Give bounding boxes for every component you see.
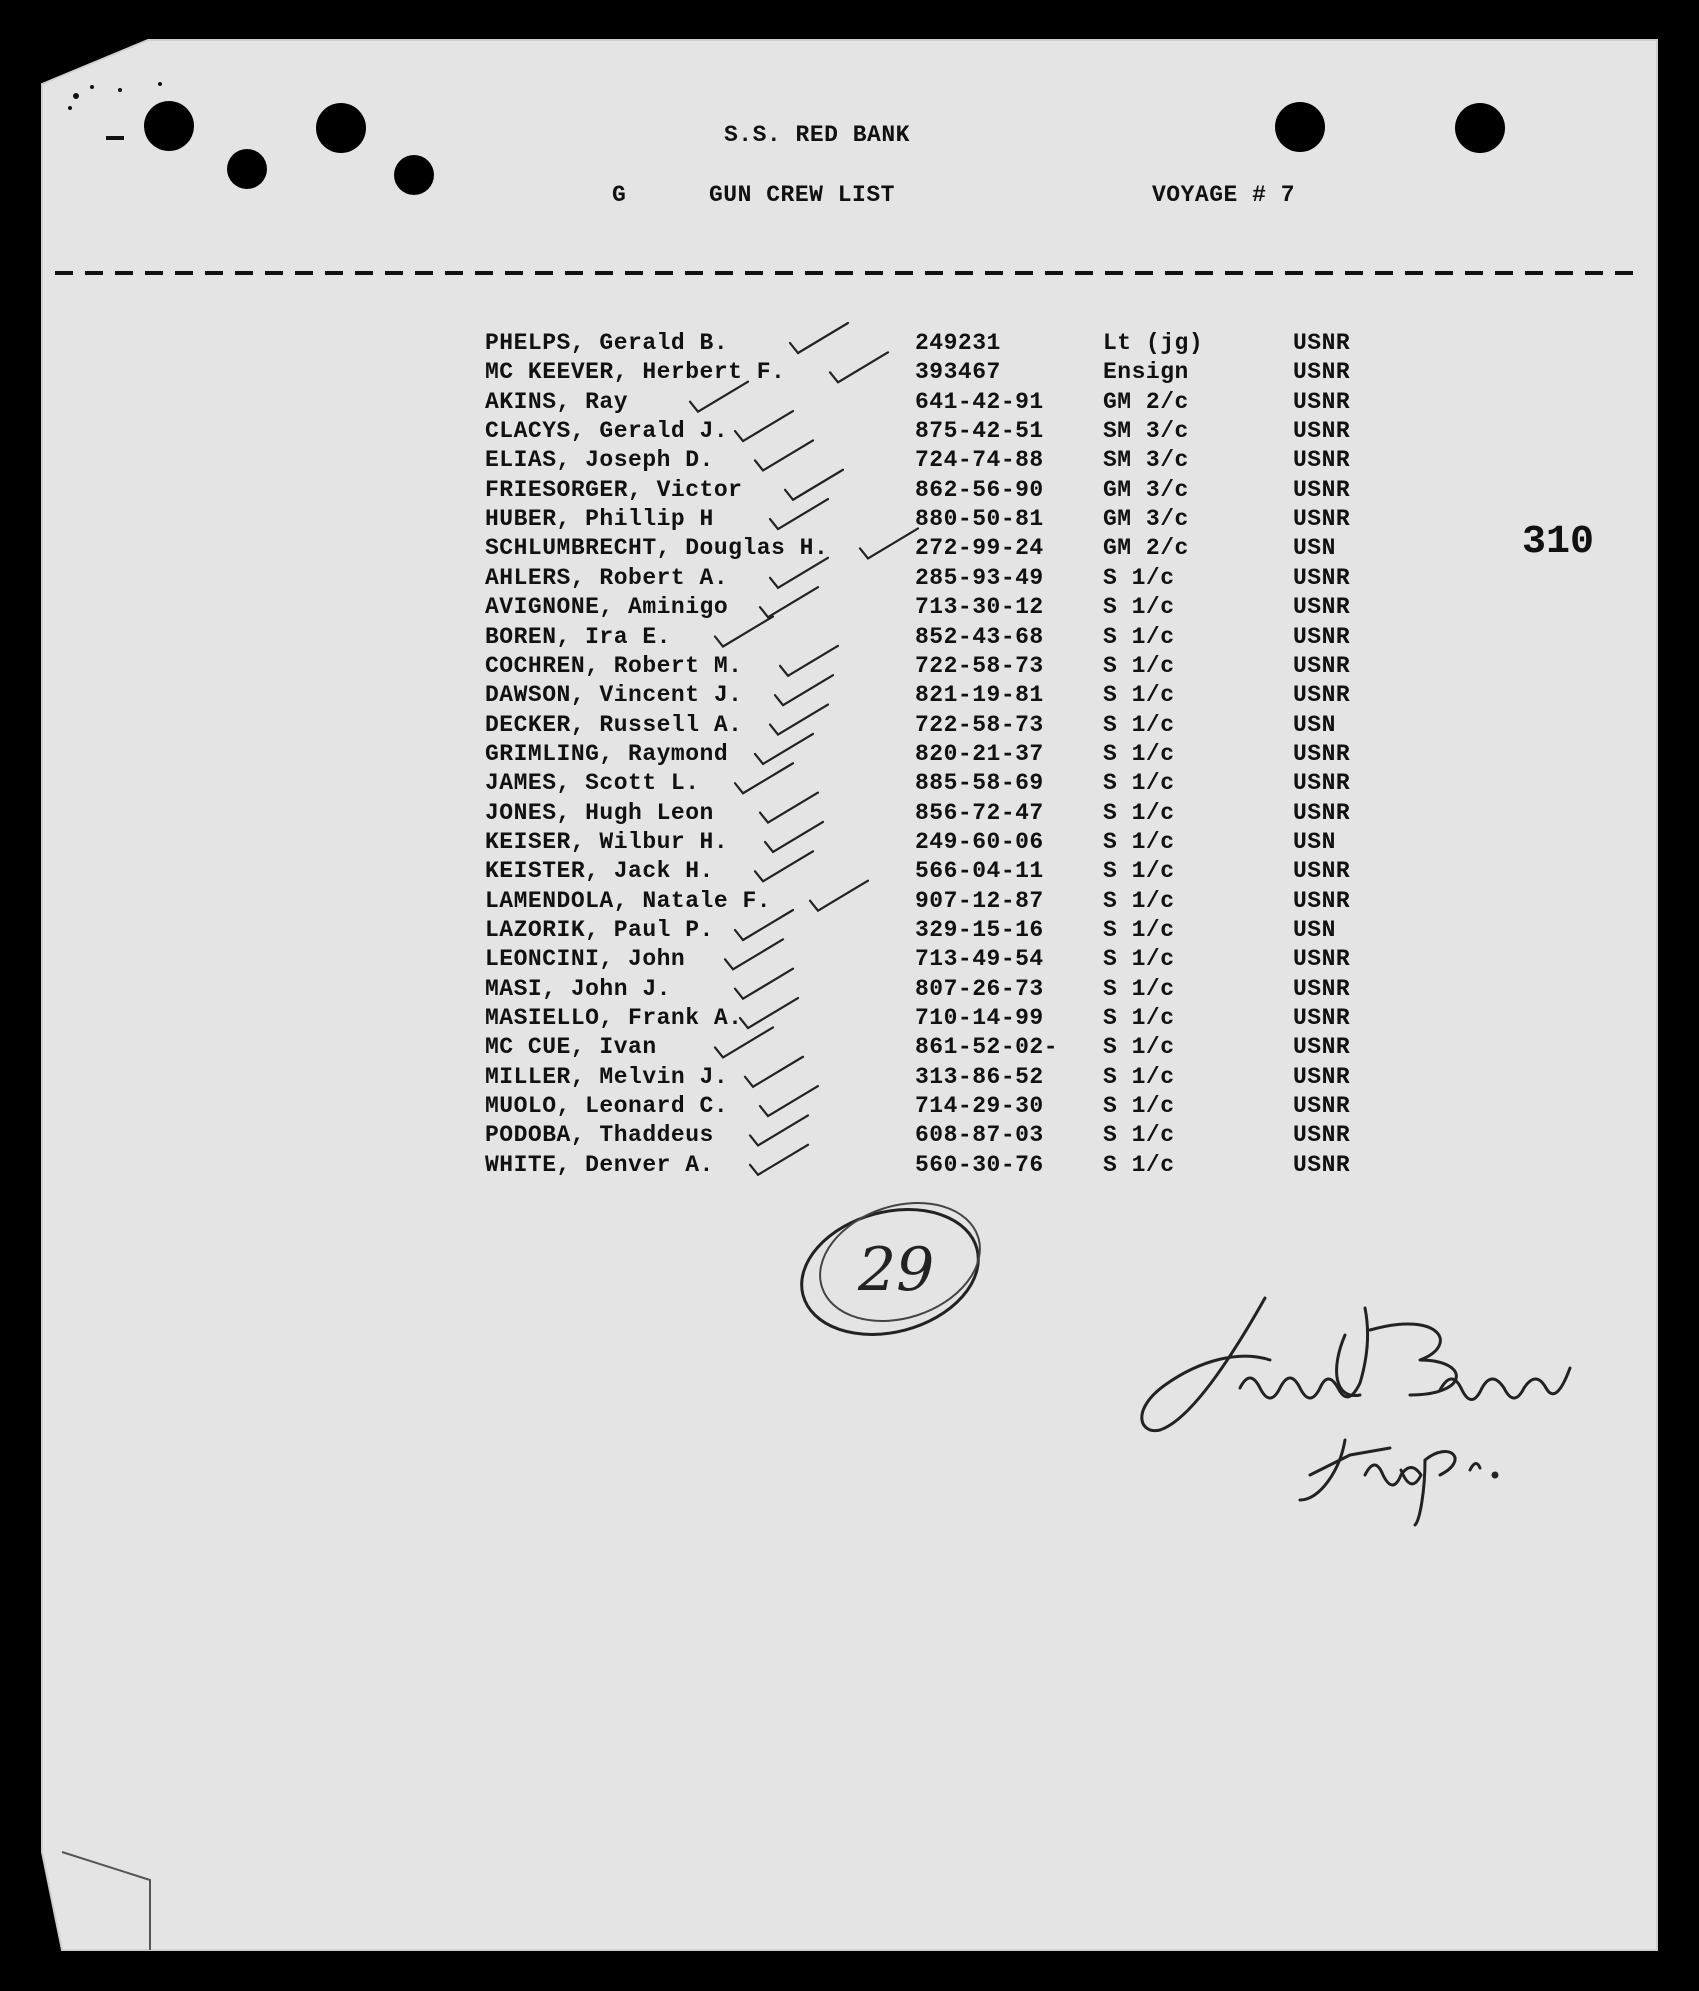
crew-name: JAMES, Scott L. <box>485 770 700 797</box>
crew-row <box>0 1121 1699 1150</box>
crew-name: BOREN, Ira E. <box>485 623 671 650</box>
list-title: GUN CREW LIST <box>709 182 895 208</box>
crew-row <box>0 652 1699 681</box>
crew-rate: S 1/c <box>1103 1122 1175 1149</box>
crew-rate: S 1/c <box>1103 594 1175 621</box>
crew-name: MUOLO, Leonard C. <box>485 1093 729 1120</box>
crew-service-branch: USN <box>1293 828 1336 855</box>
crew-rate: S 1/c <box>1103 682 1175 709</box>
crew-name: FRIESORGER, Victor <box>485 476 743 503</box>
crew-name: KEISER, Wilbur H. <box>485 828 729 855</box>
crew-row <box>0 799 1699 828</box>
crew-rate: SM 3/c <box>1103 418 1189 445</box>
crew-row <box>0 828 1699 857</box>
crew-service-branch: USNR <box>1293 740 1351 767</box>
crew-name: COCHREN, Robert M. <box>485 652 743 679</box>
crew-service-branch: USNR <box>1293 858 1351 885</box>
crew-row <box>0 329 1699 358</box>
crew-service-branch: USNR <box>1293 1151 1351 1178</box>
crew-rate: GM 2/c <box>1103 535 1189 562</box>
crew-service-number: 852-43-68 <box>915 623 1044 650</box>
crew-service-number: 885-58-69 <box>915 770 1044 797</box>
crew-row <box>0 711 1699 740</box>
crew-name: MILLER, Melvin J. <box>485 1063 729 1090</box>
crew-name: LAMENDOLA, Natale F. <box>485 887 772 914</box>
crew-service-branch: USNR <box>1293 682 1351 709</box>
crew-name: LAZORIK, Paul P. <box>485 917 714 943</box>
crew-service-number: 313-86-52 <box>915 1063 1044 1090</box>
crew-name: SCHLUMBRECHT, Douglas H. <box>485 535 829 562</box>
crew-rate: GM 3/c <box>1103 476 1189 503</box>
voyage-number: VOYAGE # 7 <box>1152 182 1296 208</box>
crew-rate: S 1/c <box>1103 858 1175 885</box>
crew-service-branch: USNR <box>1293 594 1351 621</box>
crew-row <box>0 740 1699 769</box>
crew-service-number: 722-58-73 <box>915 652 1044 679</box>
crew-service-branch: USNR <box>1293 476 1351 503</box>
crew-row <box>0 1033 1699 1062</box>
crew-service-branch: USNR <box>1293 946 1351 973</box>
crew-name: AKINS, Ray <box>485 388 629 415</box>
crew-name: AHLERS, Robert A. <box>485 564 729 591</box>
ship-name: S.S. RED BANK <box>724 122 910 148</box>
crew-row <box>0 388 1699 417</box>
crew-row <box>0 1063 1699 1092</box>
crew-service-branch: USNR <box>1293 418 1351 445</box>
crew-rate: GM 3/c <box>1103 506 1189 533</box>
crew-row <box>0 1151 1699 1180</box>
crew-service-number: 249-60-06 <box>915 828 1044 855</box>
crew-name: MC KEEVER, Herbert F. <box>485 359 786 386</box>
crew-service-number: 880-50-81 <box>915 506 1044 533</box>
crew-row <box>0 505 1699 534</box>
crew-service-number: 249231 <box>915 330 1001 356</box>
page-number: 310 <box>1522 520 1595 565</box>
crew-service-number: 724-74-88 <box>915 447 1044 474</box>
crew-rate: S 1/c <box>1103 623 1175 650</box>
crew-service-branch: USNR <box>1293 1063 1351 1090</box>
crew-service-branch: USNR <box>1293 887 1351 914</box>
crew-rate: S 1/c <box>1103 1005 1175 1032</box>
crew-service-branch: USN <box>1293 917 1336 943</box>
crew-service-branch: USN <box>1293 535 1336 562</box>
crew-row <box>0 476 1699 505</box>
crew-rate: SM 3/c <box>1103 447 1189 474</box>
crew-service-branch: USNR <box>1293 1005 1351 1032</box>
crew-rate: S 1/c <box>1103 799 1175 826</box>
crew-name: CLACYS, Gerald J. <box>485 418 729 445</box>
crew-name: MASIELLO, Frank A. <box>485 1005 743 1032</box>
crew-rate: S 1/c <box>1103 946 1175 973</box>
crew-name: MASI, John J. <box>485 975 671 1002</box>
crew-name: AVIGNONE, Aminigo <box>485 594 729 621</box>
crew-row <box>0 534 1699 563</box>
crew-service-number: 821-19-81 <box>915 682 1044 709</box>
crew-rate: Ensign <box>1103 359 1189 386</box>
circled-count-text: 29 <box>858 1235 935 1305</box>
crew-name: HUBER, Phillip H <box>485 506 714 533</box>
crew-name: KEISTER, Jack H. <box>485 858 714 885</box>
crew-row <box>0 623 1699 652</box>
crew-rate: S 1/c <box>1103 1151 1175 1178</box>
crew-row <box>0 769 1699 798</box>
crew-name: DAWSON, Vincent J. <box>485 682 743 709</box>
list-letter: G <box>612 182 627 208</box>
crew-name: WHITE, Denver A. <box>485 1151 714 1178</box>
crew-name: MC CUE, Ivan <box>485 1034 657 1061</box>
crew-service-number: 608-87-03 <box>915 1122 1044 1149</box>
crew-service-branch: USNR <box>1293 388 1351 415</box>
crew-row <box>0 1092 1699 1121</box>
crew-rate: S 1/c <box>1103 887 1175 914</box>
crew-row <box>0 564 1699 593</box>
crew-service-branch: USNR <box>1293 330 1351 356</box>
crew-service-number: 856-72-47 <box>915 799 1044 826</box>
crew-service-number: 329-15-16 <box>915 917 1044 943</box>
crew-name: PODOBA, Thaddeus <box>485 1122 714 1149</box>
crew-row <box>0 681 1699 710</box>
crew-rate: S 1/c <box>1103 564 1175 591</box>
crew-service-branch: USNR <box>1293 359 1351 386</box>
crew-row <box>0 417 1699 446</box>
crew-service-number: 713-49-54 <box>915 946 1044 973</box>
crew-service-number: 285-93-49 <box>915 564 1044 591</box>
crew-rate: S 1/c <box>1103 828 1175 855</box>
crew-row <box>0 975 1699 1004</box>
crew-rate: S 1/c <box>1103 1034 1175 1061</box>
crew-service-branch: USNR <box>1293 652 1351 679</box>
crew-name: GRIMLING, Raymond <box>485 740 729 767</box>
crew-service-branch: USNR <box>1293 770 1351 797</box>
crew-service-number: 722-58-73 <box>915 711 1044 738</box>
crew-service-branch: USNR <box>1293 447 1351 474</box>
crew-service-branch: USNR <box>1293 564 1351 591</box>
crew-service-branch: USNR <box>1293 975 1351 1002</box>
crew-row <box>0 1004 1699 1033</box>
crew-rate: Lt (jg) <box>1103 330 1204 356</box>
crew-service-number: 714-29-30 <box>915 1093 1044 1120</box>
crew-service-number: 875-42-51 <box>915 418 1044 445</box>
crew-row <box>0 593 1699 622</box>
crew-row <box>0 446 1699 475</box>
crew-service-number: 861-52-02- <box>915 1034 1059 1061</box>
crew-rate: S 1/c <box>1103 1093 1175 1120</box>
crew-service-number: 862-56-90 <box>915 476 1044 503</box>
crew-service-number: 566-04-11 <box>915 858 1044 885</box>
crew-service-number: 710-14-99 <box>915 1005 1044 1032</box>
crew-service-branch: USNR <box>1293 1034 1351 1061</box>
crew-row <box>0 358 1699 387</box>
crew-service-branch: USNR <box>1293 623 1351 650</box>
crew-row <box>0 916 1699 945</box>
crew-rate: S 1/c <box>1103 917 1175 943</box>
crew-row <box>0 857 1699 886</box>
crew-rate: S 1/c <box>1103 652 1175 679</box>
crew-service-branch: USN <box>1293 711 1336 738</box>
crew-rate: S 1/c <box>1103 711 1175 738</box>
crew-service-number: 713-30-12 <box>915 594 1044 621</box>
crew-row <box>0 887 1699 916</box>
crew-service-number: 393467 <box>915 359 1001 386</box>
crew-name: DECKER, Russell A. <box>485 711 743 738</box>
crew-service-number: 807-26-73 <box>915 975 1044 1002</box>
crew-rate: S 1/c <box>1103 1063 1175 1090</box>
crew-rate: S 1/c <box>1103 770 1175 797</box>
crew-service-branch: USNR <box>1293 1122 1351 1149</box>
crew-name: LEONCINI, John <box>485 946 686 973</box>
crew-rate: S 1/c <box>1103 975 1175 1002</box>
crew-service-number: 907-12-87 <box>915 887 1044 914</box>
crew-name: JONES, Hugh Leon <box>485 799 714 826</box>
crew-rate: S 1/c <box>1103 740 1175 767</box>
crew-name: PHELPS, Gerald B. <box>485 330 729 356</box>
crew-service-number: 820-21-37 <box>915 740 1044 767</box>
crew-service-branch: USNR <box>1293 1093 1351 1120</box>
crew-service-branch: USNR <box>1293 506 1351 533</box>
crew-row <box>0 945 1699 974</box>
crew-service-number: 560-30-76 <box>915 1151 1044 1178</box>
crew-rate: GM 2/c <box>1103 388 1189 415</box>
crew-service-number: 641-42-91 <box>915 388 1044 415</box>
crew-service-branch: USNR <box>1293 799 1351 826</box>
crew-name: ELIAS, Joseph D. <box>485 447 714 474</box>
crew-service-number: 272-99-24 <box>915 535 1044 562</box>
